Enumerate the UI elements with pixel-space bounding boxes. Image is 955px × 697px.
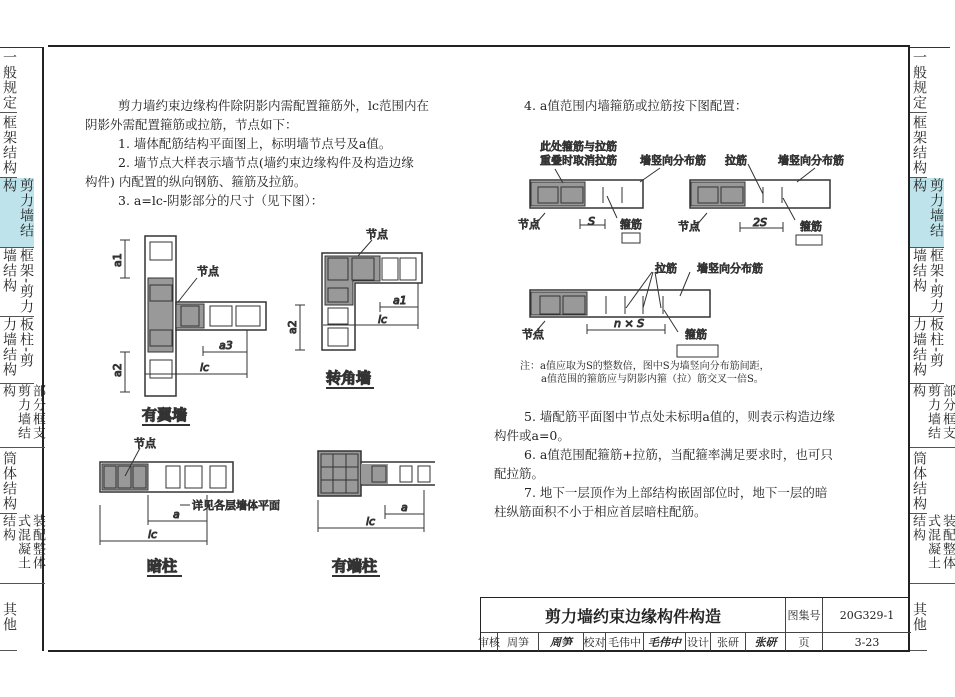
design-label: 设计 [686, 633, 711, 651]
corner-a1-label: a1 [393, 294, 407, 307]
note-line-2: a值范围的箍筋应与阴影内箍（拉）筋交叉一倍S。 [541, 374, 764, 385]
vbar-label-2: 墙竖向分布筋 [778, 154, 844, 167]
see-plan-label: 详见各层墙体平面 [192, 499, 280, 512]
stirrup-label-2: 箍筋 [800, 220, 822, 233]
intro-line-1: 剪力墙约束边缘构件除阴影内需配置箍筋外，lc范围内在 [118, 98, 429, 113]
flanged-a3-label: a3 [219, 339, 233, 352]
flanged-node-label: 节点 [197, 265, 219, 278]
designer-name: 张研 [711, 633, 746, 651]
tab-frame-supported-shear-wall[interactable]: 部分框支剪力墙结构 [0, 384, 45, 448]
vbar-label-3: 墙竖向分布筋 [697, 262, 763, 275]
atlas-number-label: 图集号 [786, 598, 823, 633]
tab-frame[interactable]: 框架结构 [0, 113, 17, 178]
hidden-column-diagram [100, 448, 233, 545]
reviewer-signature: 周笋 [539, 633, 584, 651]
page-number: 3-23 [854, 635, 880, 649]
tab-precast[interactable]: 装配整体式混凝土结构 [910, 514, 955, 584]
node-label-2: 节点 [678, 220, 700, 233]
tab-frame-supported-shear-wall[interactable]: 部分框支剪力墙结构 [910, 384, 955, 448]
item-6-cont: 配拉筋。 [494, 466, 545, 481]
item-7: 7. 地下一层顶作为上部结构嵌固部位时，地下一层的暗 [524, 485, 828, 500]
end-a-label: a [401, 501, 408, 514]
title-block [480, 597, 910, 652]
check-label: 校对 [584, 633, 606, 651]
end-column-title: 有端柱 [332, 557, 378, 575]
checker-signature: 毛伟中 [644, 633, 686, 651]
flanged-a2-label: a2 [111, 363, 124, 377]
tab-slab-column-shear-wall[interactable]: 板柱-剪力墙结构 [0, 317, 34, 384]
hidden-a-label: a [173, 508, 180, 521]
hidden-lc-label: lc [148, 528, 158, 541]
hidden-column-title: 暗柱 [147, 557, 178, 575]
tie-label-2: 拉筋 [655, 262, 677, 275]
tab-shear-wall[interactable]: 剪力墙结构 [0, 178, 34, 248]
tab-other[interactable]: 其他 [0, 584, 17, 651]
stirrup-label-1: 箍筋 [620, 218, 642, 231]
intro-line-2: 阴影外需配置箍筋或拉筋，节点如下： [85, 117, 298, 132]
end-column-diagram [318, 451, 435, 532]
flanged-wall-title: 有翼墙 [142, 406, 188, 424]
item-6: 6. a值范围配箍筋+拉筋，当配箍率满足要求时，也可只 [524, 447, 833, 462]
tab-other[interactable]: 其他 [910, 584, 927, 651]
node-label-1: 节点 [518, 218, 540, 231]
corner-lc-label: lc [378, 313, 388, 326]
item-1: 1. 墙体配筋结构平面图上，标明墙节点号及a值。 [118, 136, 392, 151]
stirrup-label-3: 箍筋 [685, 328, 707, 341]
item-4: 4. a值范围内墙箍筋或拉筋按下图配置： [524, 98, 748, 113]
hidden-node-label: 节点 [134, 437, 156, 450]
s-label: S [588, 215, 595, 228]
item-3: 3. a=lc-阴影部分的尺寸（见下图）： [118, 193, 324, 208]
note-line-1: 注：a值应取为S的整数倍，图中S为墙竖向分布筋间距， [520, 361, 770, 372]
page-label: 页 [786, 633, 823, 651]
tab-tube[interactable]: 筒体结构 [0, 448, 17, 514]
tab-frame-shear-wall[interactable]: 框架-剪力墙结构 [910, 248, 944, 317]
reviewer-name: 周笋 [498, 633, 539, 651]
tab-tube[interactable]: 筒体结构 [910, 448, 927, 514]
tab-general[interactable]: 一般规定 [0, 48, 17, 113]
tab-slab-column-shear-wall[interactable]: 板柱-剪力墙结构 [910, 317, 944, 384]
flanged-wall-diagram [120, 236, 266, 396]
tab-frame-shear-wall[interactable]: 框架-剪力墙结构 [0, 248, 34, 317]
corner-a2-label: a2 [286, 320, 299, 334]
tab-shear-wall[interactable]: 剪力墙结构 [910, 178, 944, 248]
designer-signature: 张研 [746, 633, 786, 651]
2s-label: 2S [753, 216, 767, 229]
tab-precast[interactable]: 装配整体式混凝土结构 [0, 514, 45, 584]
cancel-note-line-1: 此处箍筋与拉筋 [540, 140, 617, 153]
vbar-label-1: 墙竖向分布筋 [640, 154, 706, 167]
flanged-a1-label: a1 [111, 253, 124, 267]
item-5: 5. 墙配筋平面图中节点处未标明a值的，则表示构造边缘 [524, 409, 835, 424]
atlas-number: 20G329-1 [823, 598, 911, 633]
checker-name: 毛伟中 [606, 633, 644, 651]
tab-general[interactable]: 一般规定 [910, 48, 927, 113]
stirrup-spacing-s-diagram [530, 168, 660, 243]
node-label-3: 节点 [522, 328, 544, 341]
corner-node-label: 节点 [366, 228, 388, 241]
cancel-note-line-2: 重叠时取消拉筋 [540, 154, 617, 167]
flanged-lc-label: lc [200, 361, 210, 374]
stirrup-spacing-ns-diagram [530, 272, 718, 357]
item-2-cont: 构件) 内配置的纵向钢筋、箍筋及拉筋。 [85, 174, 307, 189]
item-2: 2. 墙节点大样表示墙节点(墙约束边缘构件及构造边缘 [118, 155, 414, 170]
tab-frame[interactable]: 框架结构 [910, 113, 927, 178]
item-7-cont: 柱纵筋面积不小于相应首层暗柱配筋。 [494, 504, 707, 519]
tie-label-1: 拉筋 [725, 154, 747, 167]
review-label: 审核 [481, 633, 498, 651]
end-lc-label: lc [366, 515, 376, 528]
ns-label: n × S [614, 317, 645, 330]
item-5-cont: 构件或a=0。 [494, 428, 570, 443]
drawing-title: 剪力墙约束边缘构件构造 [481, 598, 786, 633]
corner-wall-title: 转角墙 [326, 369, 372, 387]
